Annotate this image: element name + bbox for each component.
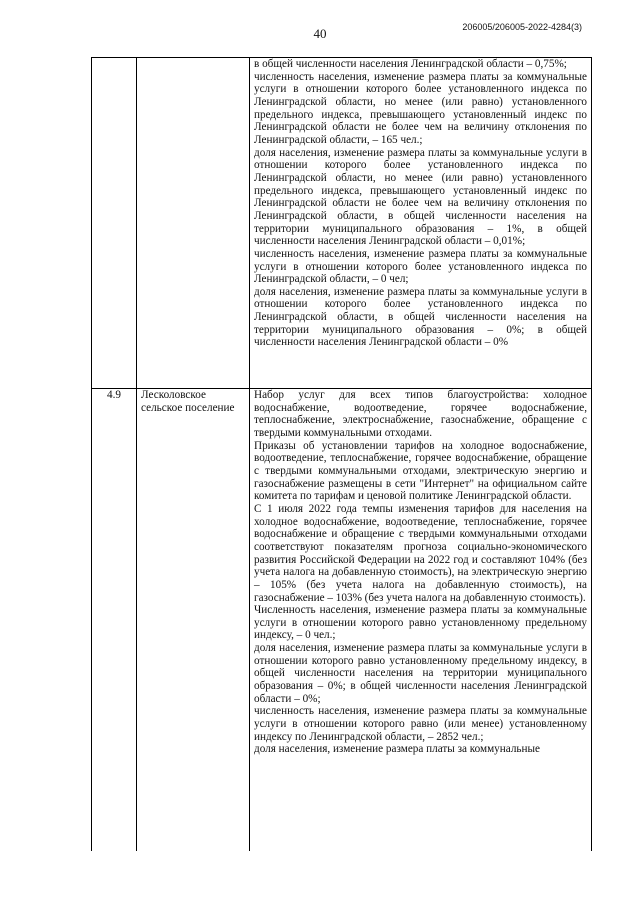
paragraph: доля населения, изменение размера платы за коммунальные услуги в отношении которого равно установленному предельному индексу, в общей численности населения на территории муниципального образования – 0%; в общей численности населения Ленинградской области – 0%; xyxy=(254,642,587,705)
paragraph: численность населения, изменение размера платы за коммунальные услуги в отношении которого более установленного индекса по Ленинградской области, но менее (или равно) установленного предельного индекса, превышающего установленный индекс по Ленинградской области не более чем на величину отклонения по Ленинградской области, – 165 чел.; xyxy=(254,70,587,146)
settlement-name: Лесколовское сельское поселение xyxy=(137,389,250,852)
paragraph: Приказы об установлении тарифов на холодное водоснабжение, водоотведение, теплоснабжение, горячее водоснабжение, обращение с твердыми коммунальными отходами, электрическую энергию и газоснабжение размещены в сети "Интернет" на официальном сайте комитета по тарифам и ценовой политике Ленинградской области. xyxy=(254,439,587,503)
paragraph: доля населения, изменение размера платы за коммунальные xyxy=(254,743,540,756)
paragraph: численность населения, изменение размера платы за коммунальные услуги в отношении которого равно (или менее) установленному индексу по Ленинградской области, – 2852 чел.; xyxy=(254,705,587,743)
row-number: 4.9 xyxy=(92,389,137,852)
settlement-name xyxy=(137,58,250,389)
indicator-table xyxy=(91,57,592,851)
paragraph: Набор услуг для всех типов благоустройства: холодное водоснабжение, водоотведение, горячее водоснабжение, теплоснабжение, электроснабжение, газоснабжение, обращение с твердыми коммунальными отходами. xyxy=(254,389,587,439)
paragraph: в общей численности населения Ленинградской области – 0,75%; xyxy=(254,58,567,70)
page-number: 40 xyxy=(313,26,327,41)
table-row xyxy=(92,58,592,389)
paragraph: доля населения, изменение размера платы за коммунальные услуги в отношении которого более установленного индекса по Ленинградской области, в общей численности населения на территории муниципального образования – 0%; в общей численности населения Ленинградской области – 0% xyxy=(254,285,587,349)
table-row xyxy=(92,389,592,852)
row-description xyxy=(250,58,592,389)
paragraph: численность населения, изменение размера платы за коммунальные услуги в отношении которого более установленного индекса по Ленинградской области, – 0 чел; xyxy=(254,247,587,286)
row-description xyxy=(250,389,592,852)
paragraph: Численность населения, изменение размера платы за коммунальные услуги в отношении которого равно установленному предельному индексу, – 0 чел.; xyxy=(254,604,587,642)
row-number xyxy=(92,58,137,389)
document-code: 206005/206005-2022-4284(3) xyxy=(462,22,582,32)
paragraph: С 1 июля 2022 года темпы изменения тарифов для населения на холодное водоснабжение, водоотведение, теплоснабжение, горячее водоснабжение и обращение с твердыми коммунальными отходами соответствуют показателям прогноза социально-экономического развития Российской Федерации на 2022 год и составляют 104% (без учета налога на добавленную стоимость), на электрическую энергию – 105% (без учета налога на добавленную стоимость), на газоснабжение – 103% (без учета налога на добавленную стоимость). xyxy=(254,502,587,604)
paragraph: доля населения, изменение размера платы за коммунальные услуги в отношении которого более установленного индекса по Ленинградской области, но менее (или равно) установленного предельного индекса, превышающего установленный индекс по Ленинградской области не более чем на величину отклонения по Ленинградской области, в общей численности населения на территории муниципального образования – 1%, в общей численности населения Ленинградской области – 0,01%; xyxy=(254,146,587,248)
